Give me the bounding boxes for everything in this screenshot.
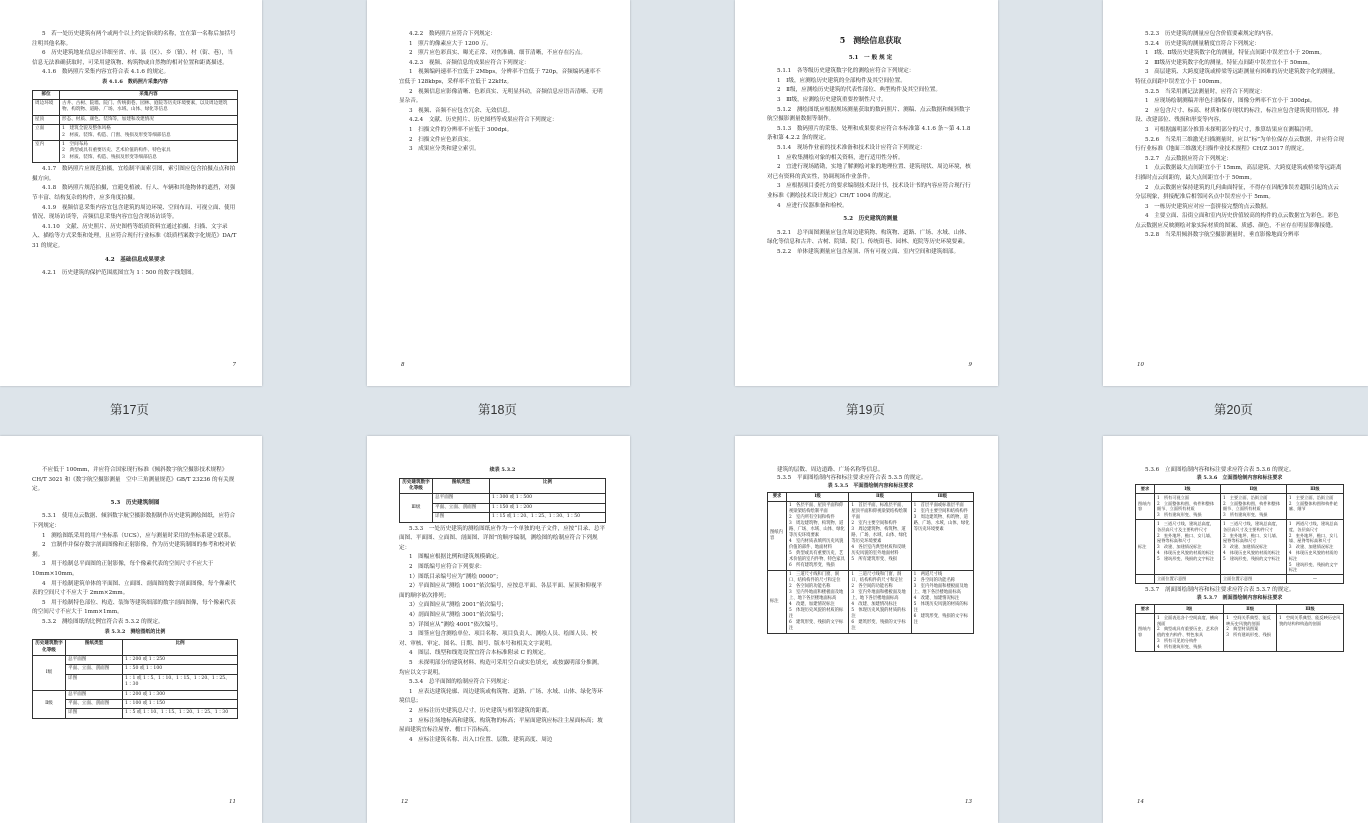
table-row bbox=[1136, 519, 1344, 574]
table-header: 要求 bbox=[1136, 604, 1155, 613]
document-page-11[interactable] bbox=[0, 436, 262, 823]
page-number: 12 bbox=[401, 799, 408, 805]
table-header: 历史建筑数字化等级 bbox=[400, 478, 433, 494]
table-cell: Ⅰ级 bbox=[33, 655, 66, 690]
paragraph: 不应低于 100mm，并应符合国家现行标准《倾斜数字航空摄影技术规程》CH/T 3021 和《数字航空摄影测量 空中三角测量规范》GB/T 23236 的有关规定。 bbox=[32, 467, 235, 493]
table-caption: 表 5.3.7 剖面图绘制内容和标注要求 bbox=[1196, 594, 1283, 601]
paragraph: 2 宜进行现场踏勘，实地了解测绘对象的地理位置、建筑现状、周边环境，核对已有资料的真实性，协调现场作业条件。 bbox=[767, 164, 971, 180]
paragraph: 2 Ⅲ级历史建筑数字化的测量，特征点间距中误差宜小于 50mm。 bbox=[1145, 59, 1314, 66]
table-header: 采集内容 bbox=[60, 90, 238, 99]
table-cell: 1 首层平面、标准层平面、屋顶平面和仰视梁架结构绘制平面 2 室内主要空间和构件 3 周边建筑物、构筑物、道路、广场、水域、山体、绿化等历史环境要素 4 各层室内典型材质和反映历史风貌的室外地面材料 5 所有建筑形变、残损 bbox=[849, 502, 911, 571]
table-cell: 总平面图 bbox=[66, 690, 123, 699]
table-cell: 总平面图 bbox=[66, 655, 123, 664]
paragraph: 5.2.2 单体建筑测量应包含屋顶、所有可视立面、室内空间和建筑细部。 bbox=[777, 248, 960, 255]
paragraph: 1 应收集测绘对象的相关资料，进行适用性分析。 bbox=[777, 154, 904, 161]
page-label-19[interactable]: 第19页 bbox=[846, 403, 885, 417]
paragraph: 4 图层、线型和线宽设置宜符合本标准附录 C 的规定。 bbox=[409, 650, 550, 657]
paragraph: 5.2.6 当采用三维激光扫描测量时，应以“标”为单位保存点云数据，并应符合现行行业标准《地面三维激光扫描作业技术规程》CH/Z 3017 的规定。 bbox=[1135, 136, 1344, 153]
table-row bbox=[33, 141, 238, 163]
table-caption: 续表 5.3.2 bbox=[489, 467, 516, 473]
paragraph: 1 应现场绘制测稿并形色扫描保存，图像分辨率不宜小于 300dpi。 bbox=[1145, 98, 1316, 105]
table-cell: Ⅱ级 bbox=[33, 690, 66, 718]
table-header: Ⅰ级 bbox=[1155, 485, 1221, 494]
paragraph: 5.2.8 当采用倾斜数字航空摄影测量时，垂直影像地面分辨率 bbox=[1145, 232, 1300, 239]
paragraph: 5.1.3 数码照片的采集、处理和成果要求应符合本标准第 4.1.6 条～第 4.1.8 条和第 4.2.2 条的规定。 bbox=[767, 125, 971, 142]
document-page-8[interactable] bbox=[367, 0, 630, 386]
scale-table-continued bbox=[399, 478, 606, 523]
paragraph: 3 Ⅲ级，应测绘历史建筑重要控制性尺寸。 bbox=[777, 96, 887, 103]
table-cell: 图纸内容 bbox=[768, 502, 787, 571]
table-row bbox=[768, 502, 974, 571]
paragraph: 3 应标注场地标高和建筑、构筑物的标高；平屋面建筑应标注主屋面标高；坡屋面建筑宜标注屋脊、檐口下沿标高。 bbox=[399, 717, 603, 734]
table-cell: 1 三道尺寸线，建筑总高度，各层高尺寸及主要构件尺寸 2 室外地坪、檐口、女儿墙、屋脊等标高和尺寸 3 改建、加建情况标注 4 体现历史风貌的材质的标注 5 建筑形变、残损的文字标注 bbox=[1220, 519, 1286, 574]
page-content bbox=[32, 466, 238, 801]
page-number: 7 bbox=[232, 362, 236, 368]
paragraph: 5.2.3 历史建筑的测量应包含价值要素规定的内容。 bbox=[1145, 31, 1277, 37]
page-label-20[interactable]: 第20页 bbox=[1214, 403, 1253, 417]
table-cell: 1∶5 或 1∶10、1∶15、1∶20、1∶25、1∶30 bbox=[123, 709, 238, 718]
document-page-14[interactable] bbox=[1103, 436, 1368, 823]
paragraph: 4.2.1 历史建筑的保护范围底图宜为 1∶500 的数字线划图。 bbox=[42, 270, 198, 277]
paragraph: 1）图纸目录编号应为“测绘 0000”； bbox=[409, 573, 502, 580]
table-caption: 表 5.3.2 测绘图纸的比例 bbox=[104, 628, 166, 635]
paragraph: 5 未探明部分的建筑材料、构造可采用空白或实色填充，或按露明部分推测，均应以文字说明。 bbox=[399, 659, 603, 676]
paragraph: 2 图纸编号应符合下列要求： bbox=[409, 564, 486, 570]
table-cell: 立面 bbox=[33, 125, 60, 141]
paragraph: 2 点云数据应保持建筑的几何曲面特征，不得存在因配准误差超限引起的点云分层现象，拼接配准后相邻同名点中误差应小于 5mm。 bbox=[1135, 184, 1339, 201]
paragraph: 3 一栋历史建筑应对应一套拼接完整的点云数据。 bbox=[1145, 203, 1272, 210]
table-row bbox=[33, 655, 238, 664]
paragraph: 5 用于绘制特色部位、构造、装饰等建筑细部的数字剖面图像，每个像素代表的空间尺寸不应大于 1mm×1mm。 bbox=[32, 599, 236, 616]
paragraph: 2 宜制作并保存数字剖面图像和正射影像，作为历史建筑制图的参考和校对依据。 bbox=[32, 542, 236, 558]
section-heading: 5.3 历史建筑制图 bbox=[110, 499, 160, 506]
photo-content-table bbox=[32, 90, 238, 164]
table-cell: 1 首层平面或标准层平面 2 室内主要空间和结构构件 3 周边建筑物、构筑物、道路、广场、水域、山体、绿化等历史环境要素 bbox=[911, 502, 973, 571]
table-cell: 1 三道尺寸线和门窗、洞口、结构构件的尺寸和定位 2 各空间的功能名称 3 室内外地面和楼板面及地上、地下各层楼地面标高 4 改建、加建情况标注 5 体现历史风貌的材质的标注 6 建筑形变、残损的文字标注 bbox=[849, 571, 911, 634]
scale-table bbox=[32, 639, 238, 719]
table-header: 要求 bbox=[768, 493, 787, 502]
paragraph: 4 应进行仪器准备和检校。 bbox=[777, 202, 848, 209]
table-row bbox=[768, 571, 974, 634]
table-cell: 1 两道尺寸线 2 各空间的功能名称 3 室内外地面和楼板面及地上、地下各层楼地面标高 4 改建、加建情况标注 5 体现历史风貌的材质的标注 6 建筑形变、残损的文字标注 bbox=[911, 571, 973, 634]
paragraph: 4.1.6 数码照片采集内容宜符合表 4.1.6 的规定。 bbox=[42, 69, 170, 76]
table-cell: 1∶200 或 1∶250 bbox=[123, 655, 238, 664]
paragraph: 4 主要立面、沿街立面和室内历史价值较高的构件的点云数据宜为彩色。彩色点云数据应反映测绘对象实际材质的图案、质感、颜色，不应存在明显影像接缝。 bbox=[1135, 213, 1339, 229]
table-header: Ⅲ级 bbox=[1286, 485, 1343, 494]
paragraph: 5.3.5 平面图绘制内容和标注要求应符合表 5.3.5 的规定。 bbox=[777, 475, 927, 481]
paragraph: 1 图幅应根据比例和建筑规模确定。 bbox=[409, 554, 503, 561]
table-cell: 详图 bbox=[66, 674, 123, 690]
paragraph: 4.2.4 文献、历史照片、历史图档等成果应符合下列规定： bbox=[409, 117, 558, 124]
page-number: 8 bbox=[401, 362, 405, 368]
paragraph: 5.2.4 历史建筑的测量精度宜符合下列规定： bbox=[1145, 40, 1260, 47]
table-row bbox=[1136, 613, 1344, 651]
paragraph: 1 Ⅰ级，应测绘历史建筑的全部构件及其空间位置。 bbox=[777, 77, 906, 84]
table-cell: 1∶15 或 1∶20、1∶25、1∶30、1∶50 bbox=[490, 513, 606, 522]
table-cell: 1 建筑全貌及整体风格 2 材质、装饰、构造、门窗、残损及形变等细部信息 bbox=[60, 125, 238, 141]
page-content bbox=[32, 30, 238, 364]
table-row bbox=[33, 99, 238, 115]
page-label-17[interactable]: 第17页 bbox=[110, 403, 149, 417]
table-header: 图纸类型 bbox=[433, 478, 490, 494]
table-cell: 1∶200 或 1∶300 bbox=[123, 690, 238, 699]
paragraph: 3 高层建筑、大跨度建筑或桥梁等远距测量有困难的历史建筑数字化的测量，特征点间距中误差宜小于 100mm。 bbox=[1135, 69, 1339, 85]
paragraph: 4.2.2 数码照片应符合下列规定： bbox=[409, 31, 496, 37]
table-cell: 1 三道尺寸线，建筑总高度，各层高尺寸及主要构件尺寸 2 室外地坪、檐口、女儿墙、屋脊等标高和尺寸 3 改建、加建情况标注 4 体现历史风貌的材质的标注 5 建筑形变、残损的文字标注 bbox=[1155, 519, 1221, 574]
paragraph: 5.3.3 一处历史建筑的测绘图纸应作为一个单独的电子文件，应按“目录、总平面图、平面图、立面图、剖面图、详图”的顺序编制，测绘图的绘制应符合下列规定： bbox=[399, 525, 606, 551]
paragraph: 1 照片的像素应大于 1200 万。 bbox=[409, 40, 492, 47]
paragraph: 4.1.10 文献、历史照片、历史图档等纸质资料宜通过拍摄、扫描、文字录入、描绘等方式采集和处理，且应符合现行行业标准《纸质档案数字化规范》DA/T 31 的规定。 bbox=[32, 223, 237, 249]
page-number: 10 bbox=[1137, 362, 1144, 368]
table-header: 比例 bbox=[123, 640, 238, 656]
paragraph: 5.3.4 总平面图的绘制应符合下列规定： bbox=[409, 679, 513, 686]
page-number: 11 bbox=[229, 799, 236, 805]
paragraph: 5.3.7 剖面图绘制内容和标注要求应符合表 5.3.7 的规定。 bbox=[1145, 586, 1295, 593]
paragraph: 6 历史建筑地址信息应详细至省、市、县（区）、乡（镇）、村（街、巷），当信息无法准确获取时，可采用建筑物、构筑物或自然物的相对位置和距离描述。 bbox=[32, 50, 233, 66]
paragraph: 5.3.1 使用点云数据、倾斜数字航空摄影数据制作历史建筑测绘图纸，应符合下列规定： bbox=[32, 513, 236, 529]
page-content bbox=[399, 30, 606, 364]
document-page-10[interactable] bbox=[1103, 0, 1368, 386]
table-cell: 1 全面表达各个空间高度、横向剖面 2 典型或具有重要历史、艺术价值的室内构件、特色家具 3 所有可见的分构件 4 所有建筑形变、残损 bbox=[1155, 613, 1224, 651]
paragraph: 2 应包含尺寸、标高、材质和保存现状的标注，标注应包含建筑使用情况、排设、改建部位、残损和形变等内容。 bbox=[1135, 107, 1339, 124]
table-cell: Ⅲ级 bbox=[400, 494, 433, 522]
paragraph: 5.2.7 点云数据应符合下列规定： bbox=[1145, 155, 1232, 162]
paragraph: 2 扫描文件应色彩真实。 bbox=[409, 136, 475, 143]
paragraph: 1 视频编码速率不宜低于 2Mbps，分辨率不宜低于 720p，音频编码速率不宜低于 128kbps，采样率不宜低于 22kHz。 bbox=[399, 69, 601, 85]
table-row bbox=[33, 690, 238, 699]
paragraph: 1 Ⅰ级、Ⅱ级历史建筑数字化的测量，特征点间距中误差宜小于 20mm。 bbox=[1145, 50, 1326, 57]
table-cell bbox=[1136, 575, 1155, 584]
paragraph: 4.1.9 视频信息采集内容宜包含建筑的周边环境、空间布局、可视立面、使用情况、现场访谈等，音频信息采集内容宜包含现场访谈等。 bbox=[32, 204, 236, 221]
paragraph: 5.3.6 立面图绘制内容和标注要求应符合表 5.3.6 的规定。 bbox=[1145, 467, 1295, 473]
table-cell: 平面、立面、剖面图 bbox=[433, 503, 490, 512]
page-content bbox=[1135, 30, 1344, 364]
paragraph: 3）立面图应从“测绘 2001”依次编号； bbox=[409, 602, 508, 609]
table-cell: 形态、材质、颜色、装饰等，加建和改建情况 bbox=[60, 115, 238, 124]
section-heading: 5.1 一 般 规 定 bbox=[848, 54, 893, 61]
page-content bbox=[1135, 466, 1344, 801]
table-cell: 1∶300 或 1∶500 bbox=[490, 494, 606, 503]
table-cell: 1 主要立面、沿街立面 2 立面整体构图和构件轮廓、细节 bbox=[1286, 493, 1343, 519]
table-header: 部位 bbox=[33, 90, 60, 99]
paragraph: 2 应标注历史建筑总尺寸，历史建筑与相邻建筑的距离。 bbox=[409, 707, 553, 714]
paragraph: 4.1.8 数码照片规范拍摄，宜避免植被、行人、车辆和其他物体的遮挡，对强节丰富、结构复杂的构件，应多角度拍摄。 bbox=[32, 185, 236, 201]
paragraph: 5 若一处历史建筑有两个或两个以上约定俗成的名称，宜在第一名称后加括号注明其他名称。 bbox=[32, 31, 236, 47]
page-content bbox=[399, 466, 606, 801]
table-cell: 1∶100 或 1∶150 bbox=[123, 699, 238, 708]
paragraph: 3 用于绘制总平面图的正射影像，每个像素代表的空间尺寸不应大于 10mm×10mm。 bbox=[32, 561, 214, 577]
paragraph: 2 视频信息应影像清晰、色彩真实、无明显抖动，音频信息应语音清晰、无明显杂音。 bbox=[399, 88, 603, 105]
paragraph: 5）详图应从“测绘 4001”依次编号。 bbox=[409, 621, 502, 628]
document-page-9[interactable] bbox=[735, 0, 998, 386]
paragraph: 2 照片应色彩真实、曝光正常、对焦准确、细节清晰，不应存在污点。 bbox=[409, 50, 586, 57]
table-cell: 详图 bbox=[66, 709, 123, 718]
table-cell: — bbox=[1286, 575, 1343, 584]
paragraph: 5.3.2 测绘图纸的比例宜符合表 5.3.2 的规定。 bbox=[42, 618, 164, 625]
paragraph: 2）平面图应从“测绘 1001”依次编号，应按总平面、各层平面、屋顶和仰视平面的顺序依次排列； bbox=[399, 583, 603, 599]
table-caption: 表 5.3.5 平面图绘制内容和标注要求 bbox=[827, 483, 914, 489]
table-cell: 总平面图 bbox=[433, 494, 490, 503]
table-cell: 古井、古树、院墙、院门、传统街巷、园林、庭院等历史环境要素，以及周边建筑物、构筑物、道路、广场、水域、山体、绿化等信息 bbox=[60, 99, 238, 115]
table-cell: 1∶1 或 1∶5、1∶10、1∶15、1∶20、1∶25、1∶30 bbox=[123, 674, 238, 690]
page-number: 13 bbox=[965, 799, 972, 805]
paragraph: 2 Ⅱ级，应测绘历史建筑的代表性部位、典型构件及其空间位置。 bbox=[777, 87, 941, 94]
section-drawing-table bbox=[1135, 604, 1344, 652]
paragraph: 4 应标注建筑名称、出入口位置、层数、建筑高度、周边 bbox=[409, 736, 553, 743]
paragraph: 1 点云数据最大点间距宜小于 15mm，高层建筑、大跨度建筑或桥梁等远距离扫描时点云间距的，最大点间距宜小于 50mm。 bbox=[1135, 165, 1342, 181]
table-header: Ⅲ级 bbox=[911, 493, 973, 502]
page-content bbox=[767, 18, 974, 364]
paragraph: 4 用于绘制建筑单体的平面图、立面图、剖面图的数字剖面图像，每个像素代表的空间尺寸不应大于 2mm×2mm。 bbox=[32, 580, 236, 597]
table-cell: 立面位置示意图 bbox=[1220, 575, 1286, 584]
chapter-heading: 5 测绘信息获取 bbox=[839, 35, 902, 45]
paragraph: 3 应根据项目委托方的要求编制技术设计书，技术设计书的内容应符合现行行业标准《测绘技术设计规定》CH/T 1004 的规定。 bbox=[767, 183, 971, 199]
table-cell: 立面位置示意图 bbox=[1155, 575, 1221, 584]
table-header: Ⅰ级 bbox=[787, 493, 849, 502]
table-row bbox=[1136, 493, 1344, 519]
paragraph: 3 成果应分类和建立索引。 bbox=[409, 146, 480, 153]
table-header: Ⅲ级 bbox=[1277, 604, 1344, 613]
page-number: 9 bbox=[968, 362, 972, 368]
paragraph: 3 图签应包含测绘单位、项目名称、项目负责人、测绘人员、绘图人员、校对、审核、审定、图名、日期、图号、版本号和相关文字说明。 bbox=[399, 631, 598, 647]
table-cell: 标注 bbox=[768, 571, 787, 634]
document-page-7[interactable] bbox=[0, 0, 262, 386]
paragraph: 4）剖面图应从“测绘 3001”依次编号； bbox=[409, 611, 508, 618]
section-heading: 5.2 历史建筑的测量 bbox=[843, 216, 898, 223]
paragraph: 3 可根据露明部分推算未探明部分的尺寸，推算结果应在测稿注明。 bbox=[1145, 126, 1317, 133]
table-cell: 标注 bbox=[1136, 519, 1155, 574]
page-number: 14 bbox=[1137, 799, 1144, 805]
page-label-18[interactable]: 第18页 bbox=[478, 403, 517, 417]
table-caption: 表 5.3.6 立面图绘制内容和标注要求 bbox=[1196, 475, 1283, 481]
table-cell: 1 空间关系典型、能反映历史风貌的结构和构造的剖面 bbox=[1277, 613, 1344, 651]
table-header: 历史建筑数字化等级 bbox=[33, 640, 66, 656]
table-cell: 1 三道尺寸线和门窗、洞口、结构构件的尺寸和定位 2 各空间的功能名称 3 室内外地面和楼板面及地上、地下各层楼地面标高 4 改建、加建情况标注 5 体现历史风貌的材质的标注 6 建筑形变、残损的文字标注 bbox=[787, 571, 849, 634]
table-header: Ⅰ级 bbox=[1155, 604, 1224, 613]
document-page-12[interactable] bbox=[367, 436, 630, 823]
paragraph: 1 测绘图纸采用的用户坐标系（UCS），应与测量时采用的坐标系建立联系。 bbox=[42, 532, 235, 539]
table-cell: 详图 bbox=[433, 513, 490, 522]
table-row bbox=[33, 115, 238, 124]
table-header: Ⅱ级 bbox=[1224, 604, 1277, 613]
elevation-drawing-table bbox=[1135, 484, 1344, 584]
paragraph: 4.1.7 数码照片应规范拍摄，宜绘制平面索引图，索引图应包含拍摄点点和拍摄方向。 bbox=[32, 166, 236, 182]
paragraph: 建筑的层数、周边道路、广场名称等信息。 bbox=[777, 467, 884, 473]
paragraph: 5.1.4 现场作业前的技术准备和技术设计应符合下列规定： bbox=[777, 144, 926, 151]
table-header: Ⅱ级 bbox=[849, 493, 911, 502]
table-row bbox=[400, 494, 606, 503]
table-cell: 图纸内容 bbox=[1136, 613, 1155, 651]
table-cell: 1 两道尺寸线，建筑总高度，各层高尺寸 2 室外地坪、檐口、女儿墙、屋脊等标高和尺寸 3 改建、加建情况标注 4 体现历史风貌的材质的标注 5 建筑形变、残损的文字标注 bbox=[1286, 519, 1343, 574]
table-row bbox=[33, 125, 238, 141]
document-page-13[interactable] bbox=[735, 436, 998, 823]
page-content bbox=[767, 466, 974, 801]
plan-drawing-table bbox=[767, 492, 974, 634]
table-header: 比例 bbox=[490, 478, 606, 494]
table-cell: 周边环境 bbox=[33, 99, 60, 115]
paragraph: 5.1.2 测绘图纸应根据规场测量获取的数码照片、测稿、点云数据和倾斜数字航空摄影测量数据等制作。 bbox=[767, 106, 971, 123]
table-cell: 屋顶 bbox=[33, 115, 60, 124]
paragraph: 1 应表达建筑轮廓、周边建筑或构筑物、道路、广场、水域、山体、绿化等环境信息； bbox=[399, 688, 603, 705]
table-cell: 1∶50 或 1∶100 bbox=[123, 665, 238, 674]
table-header: 要求 bbox=[1136, 485, 1155, 494]
paragraph: 5.2.1 总平面图测量应包含周边建筑物、构筑物、道路、广场、水域、山体、绿化等信息和古井、古树、院墙、院门、传统街巷、园林、庭院等历史环境要素。 bbox=[767, 229, 971, 246]
table-cell: 1 各层平面、屋顶平面和仰视梁架结构绘制平面 2 室内所有空间和构件 3 周边建筑物、构筑物、道路、广场、水域、山体、绿化等历史环境要素 4 室内材质表填所历史风貌价值的部件、地面材料 5 典型或具有重要历史、艺术价值的室内件物、特色家具 6 所有建筑形变、残损 bbox=[787, 502, 849, 571]
paragraph: 1 扫描文件的分辨率不应低于 300dpi。 bbox=[409, 126, 513, 133]
paragraph: 4.2.3 视频、音频信息的成果应符合下列规定： bbox=[409, 59, 530, 66]
paragraph: 5.2.5 当采用测记法测量时，应符合下列规定： bbox=[1145, 88, 1266, 95]
table-cell: 平面、立面、剖面图 bbox=[66, 699, 123, 708]
table-cell: 1 空间布局 2 典型或具有重要历史、艺术价值的构件、特色家具 3 材质、装饰、构造、残损及形变等细部信息 bbox=[60, 141, 238, 163]
paragraph: 5.1.1 各等级历史建筑数字化的测绘应符合下列规定： bbox=[777, 68, 915, 75]
table-header: 图纸类型 bbox=[66, 640, 123, 656]
table-cell: 1 主要立面、沿街立面 2 立面整体构图、构件和整体细节、立面所有材质 3 所有建筑形变、残损 bbox=[1220, 493, 1286, 519]
table-cell: 平面、立面、剖面图 bbox=[66, 665, 123, 674]
section-heading: 4.2 基础信息成果要求 bbox=[104, 256, 166, 263]
table-cell: 1∶150 或 1∶200 bbox=[490, 503, 606, 512]
table-cell: 1 空间关系典型、能反映历史风貌的剖面 2 典型材质图案 3 所有建筑形变、残损 bbox=[1224, 613, 1277, 651]
table-caption: 表 4.1.6 数码照片采集内容 bbox=[102, 78, 168, 85]
table-cell: 图纸内容 bbox=[1136, 493, 1155, 519]
table-row bbox=[1136, 575, 1344, 584]
table-cell: 1 所有可视立面 2 立面整体构图、构件和整体细节、立面所有材质 3 所有建筑形变、残损 bbox=[1155, 493, 1221, 519]
table-header: Ⅱ级 bbox=[1220, 485, 1286, 494]
table-cell: 室内 bbox=[33, 141, 60, 163]
paragraph: 3 视频、音频不应包含冗余、无效信息。 bbox=[409, 107, 514, 114]
